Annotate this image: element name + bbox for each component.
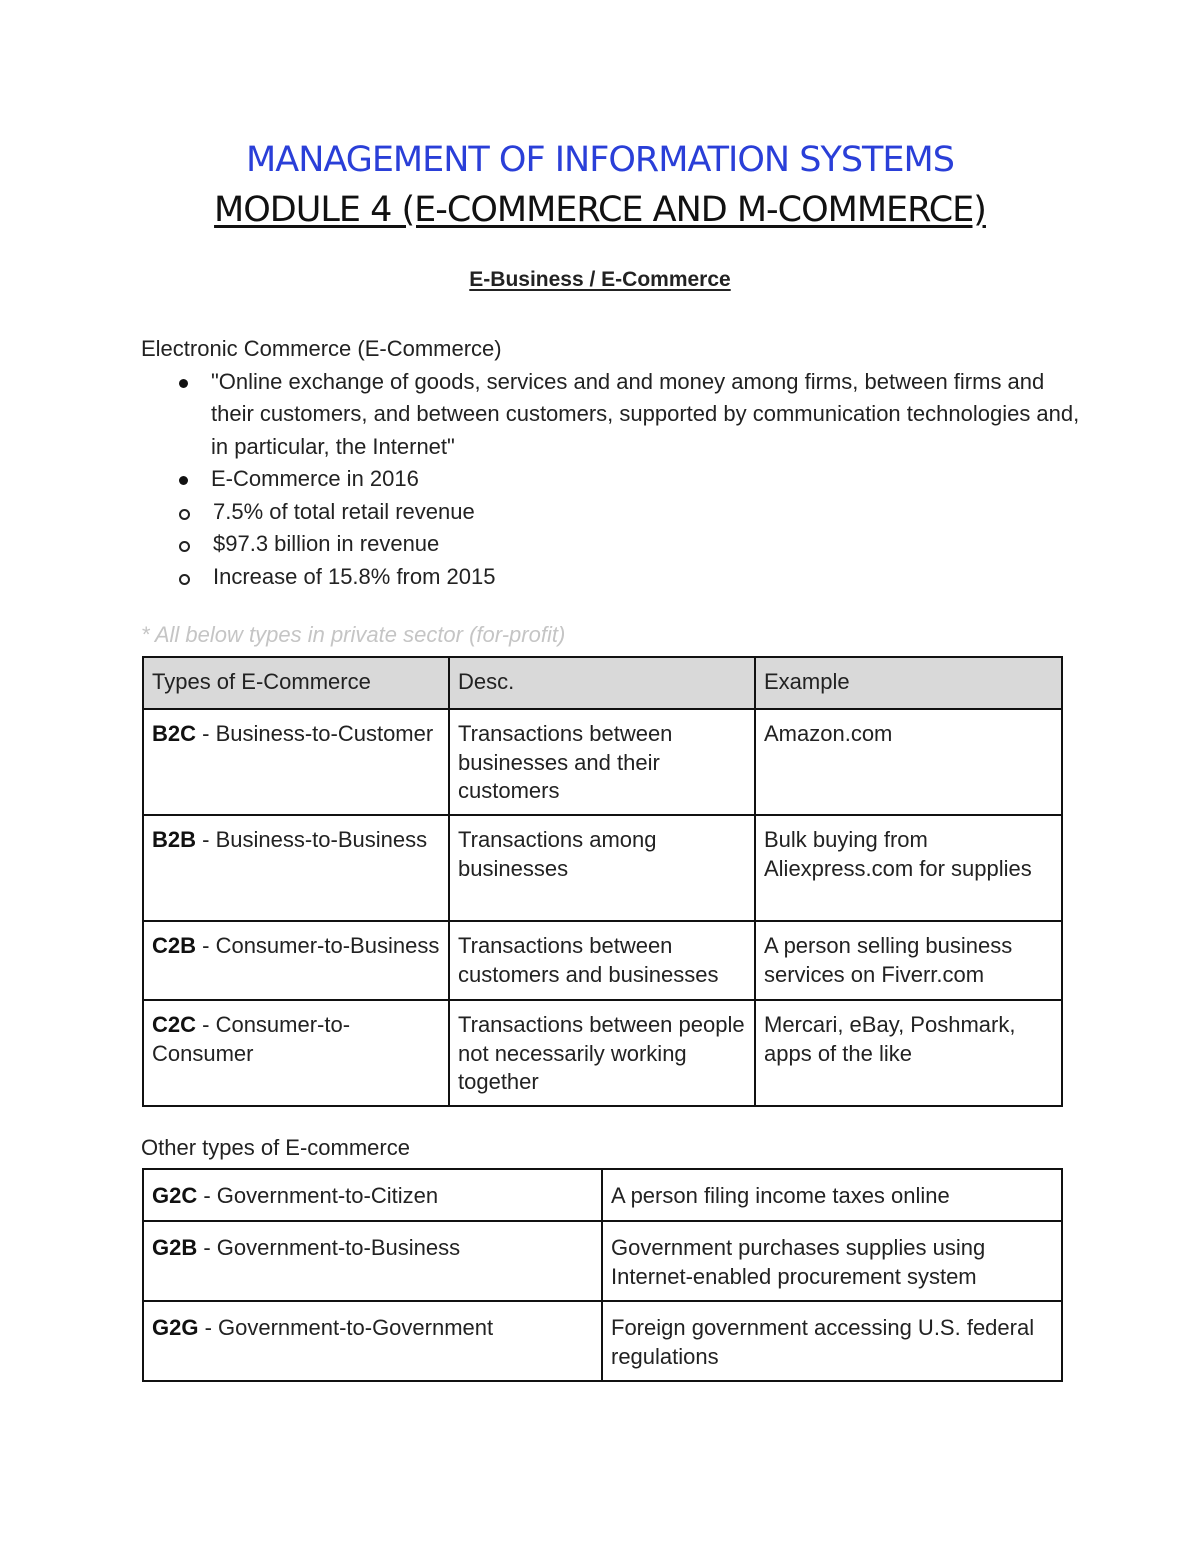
list-item bbox=[141, 528, 1081, 561]
table-row bbox=[143, 709, 1062, 815]
type-cell bbox=[143, 921, 449, 1000]
example-cell: Mercari, eBay, Poshmark, apps of the like bbox=[755, 1000, 1062, 1106]
example-cell: Amazon.com bbox=[755, 709, 1062, 815]
type-name: - Business-to-Business bbox=[196, 827, 428, 852]
bullet-text: E-Commerce in 2016 bbox=[211, 466, 419, 491]
table-header-row bbox=[143, 657, 1062, 709]
type-name: - Business-to-Customer bbox=[196, 721, 434, 746]
type-name: - Government-to-Business bbox=[197, 1235, 461, 1260]
type-name: - Government-to-Government bbox=[198, 1315, 494, 1340]
type-cell bbox=[143, 1301, 602, 1381]
example-cell: A person filing income taxes online bbox=[602, 1169, 1062, 1221]
type-name: - Consumer-to-Business bbox=[196, 933, 440, 958]
table-row bbox=[143, 1000, 1062, 1106]
example-cell: Government purchases supplies using Internet-enabled procurement system bbox=[602, 1221, 1062, 1301]
type-code: G2G bbox=[152, 1315, 199, 1340]
type-code: C2B bbox=[152, 933, 197, 958]
type-code: G2C bbox=[152, 1183, 198, 1208]
document-title: MANAGEMENT OF INFORMATION SYSTEMS bbox=[246, 140, 954, 180]
sub-bullet-text: 7.5% of total retail revenue bbox=[213, 498, 475, 524]
sub-bullet-list bbox=[141, 496, 1081, 594]
type-code: B2C bbox=[152, 721, 197, 746]
example-cell: A person selling business services on Fiverr.com bbox=[755, 921, 1062, 1000]
list-item bbox=[141, 463, 1081, 496]
desc-cell: Transactions between customers and businesses bbox=[449, 921, 755, 1000]
other-types-label: Other types of E-commerce bbox=[141, 1135, 410, 1160]
table-row bbox=[143, 815, 1062, 921]
bullet-dot-icon bbox=[179, 379, 188, 388]
type-name: - Consumer-to-Consumer bbox=[152, 1012, 351, 1066]
column-header: Desc. bbox=[449, 657, 755, 709]
example-cell: Bulk buying from Aliexpress.com for supplies bbox=[755, 815, 1062, 921]
table-row bbox=[143, 1221, 1062, 1301]
column-header: Example bbox=[755, 657, 1062, 709]
bullet-circle-icon bbox=[179, 509, 190, 520]
section-title: E-Business / E-Commerce bbox=[469, 268, 731, 291]
desc-cell: Transactions between people not necessarily working together bbox=[449, 1000, 755, 1106]
bullet-dot-icon bbox=[179, 476, 188, 485]
type-cell bbox=[143, 1000, 449, 1106]
type-cell bbox=[143, 1221, 602, 1301]
bullet-circle-icon bbox=[179, 541, 190, 552]
column-header: Types of E-Commerce bbox=[143, 657, 449, 709]
table-row bbox=[143, 1169, 1062, 1221]
intro-section bbox=[141, 333, 1081, 593]
list-item bbox=[141, 366, 1081, 464]
type-code: G2B bbox=[152, 1235, 198, 1260]
bullet-circle-icon bbox=[179, 574, 190, 585]
bullet-text: "Online exchange of goods, services and and money among firms, between firms and their customers, and between customers, supported by communication technologies and, in particular, the Internet" bbox=[211, 368, 1080, 459]
ecommerce-types-table bbox=[142, 656, 1063, 1107]
table-row bbox=[143, 1301, 1062, 1381]
other-types-table bbox=[142, 1168, 1063, 1382]
list-item bbox=[141, 496, 1081, 529]
list-item bbox=[141, 561, 1081, 594]
type-cell bbox=[143, 815, 449, 921]
type-cell bbox=[143, 1169, 602, 1221]
type-cell bbox=[143, 709, 449, 815]
example-cell: Foreign government accessing U.S. federal regulations bbox=[602, 1301, 1062, 1381]
module-title: MODULE 4 (E-COMMERCE AND M-COMMERCE) bbox=[214, 190, 986, 230]
table-row bbox=[143, 921, 1062, 1000]
type-code: C2C bbox=[152, 1012, 197, 1037]
type-name: - Government-to-Citizen bbox=[197, 1183, 439, 1208]
intro-bullet-list bbox=[141, 366, 1081, 496]
sub-bullet-text: Increase of 15.8% from 2015 bbox=[213, 563, 496, 589]
sub-bullet-text: $97.3 billion in revenue bbox=[213, 531, 440, 556]
desc-cell: Transactions between businesses and their customers bbox=[449, 709, 755, 815]
type-code: B2B bbox=[152, 827, 197, 852]
private-sector-note: * All below types in private sector (for-profit) bbox=[141, 622, 566, 647]
desc-cell: Transactions among businesses bbox=[449, 815, 755, 921]
intro-heading: Electronic Commerce (E-Commerce) bbox=[141, 336, 502, 361]
